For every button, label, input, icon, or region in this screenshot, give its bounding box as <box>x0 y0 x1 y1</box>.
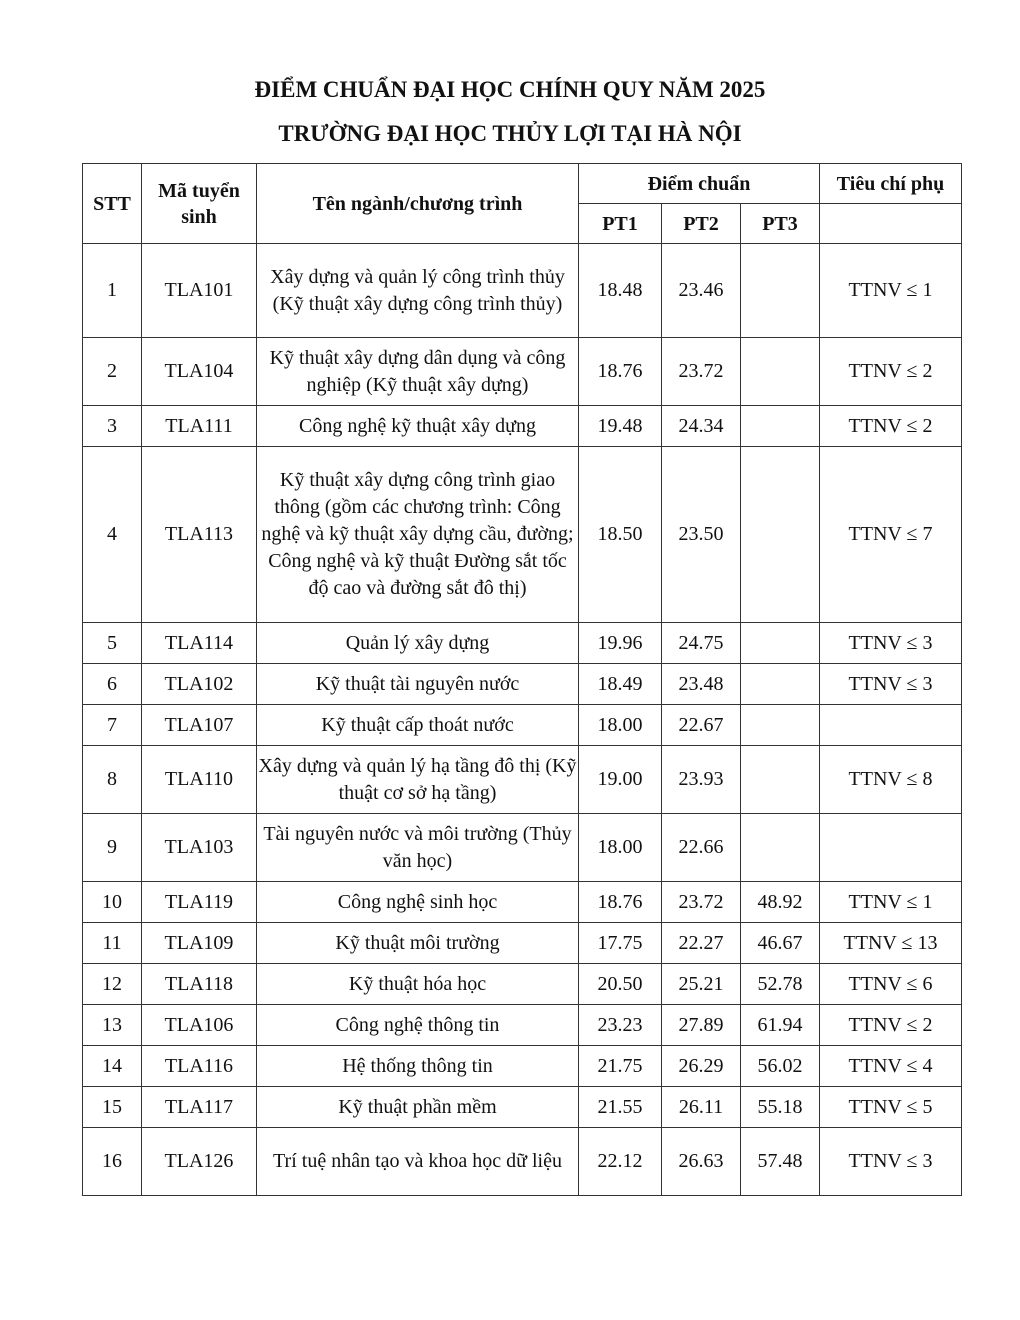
cell-code: TLA107 <box>142 705 257 746</box>
cell-program-name: Tài nguyên nước và môi trường (Thủy văn học) <box>257 814 579 882</box>
cell-code: TLA119 <box>142 882 257 923</box>
cell-code: TLA104 <box>142 338 257 406</box>
cell-criteria: TTNV ≤ 2 <box>820 406 962 447</box>
table-row <box>83 664 962 705</box>
table-row <box>83 923 962 964</box>
admission-score-table <box>82 163 962 1196</box>
cell-pt2: 23.48 <box>662 664 741 705</box>
cell-pt2: 25.21 <box>662 964 741 1005</box>
cell-criteria: TTNV ≤ 2 <box>820 338 962 406</box>
header-program-name: Tên ngành/chương trình <box>257 164 579 244</box>
cell-code: TLA117 <box>142 1087 257 1128</box>
cell-pt1: 18.48 <box>579 244 662 338</box>
cell-stt: 12 <box>83 964 142 1005</box>
cell-program-name: Xây dựng và quản lý công trình thủy (Kỹ thuật xây dựng công trình thủy) <box>257 244 579 338</box>
cell-pt2: 23.46 <box>662 244 741 338</box>
cell-pt2: 22.67 <box>662 705 741 746</box>
header-code: Mã tuyển sinh <box>142 164 257 244</box>
cell-pt2: 23.50 <box>662 447 741 623</box>
cell-pt1: 18.76 <box>579 882 662 923</box>
cell-program-name: Kỹ thuật tài nguyên nước <box>257 664 579 705</box>
cell-criteria: TTNV ≤ 8 <box>820 746 962 814</box>
cell-code: TLA118 <box>142 964 257 1005</box>
table-row <box>83 623 962 664</box>
cell-pt3 <box>741 338 820 406</box>
cell-stt: 7 <box>83 705 142 746</box>
cell-pt1: 19.48 <box>579 406 662 447</box>
cell-code: TLA114 <box>142 623 257 664</box>
header-criteria-blank <box>820 204 962 244</box>
cell-stt: 1 <box>83 244 142 338</box>
cell-pt1: 23.23 <box>579 1005 662 1046</box>
table-row <box>83 882 962 923</box>
cell-stt: 14 <box>83 1046 142 1087</box>
cell-code: TLA111 <box>142 406 257 447</box>
cell-pt2: 26.29 <box>662 1046 741 1087</box>
cell-pt3 <box>741 814 820 882</box>
cell-pt2: 24.75 <box>662 623 741 664</box>
cell-pt3: 57.48 <box>741 1128 820 1196</box>
cell-criteria: TTNV ≤ 13 <box>820 923 962 964</box>
cell-program-name: Quản lý xây dựng <box>257 623 579 664</box>
cell-program-name: Kỹ thuật xây dựng dân dụng và công nghiệp (Kỹ thuật xây dựng) <box>257 338 579 406</box>
cell-pt2: 22.66 <box>662 814 741 882</box>
cell-stt: 8 <box>83 746 142 814</box>
cell-stt: 13 <box>83 1005 142 1046</box>
cell-criteria: TTNV ≤ 3 <box>820 623 962 664</box>
cell-pt1: 18.49 <box>579 664 662 705</box>
cell-criteria: TTNV ≤ 1 <box>820 244 962 338</box>
cell-code: TLA106 <box>142 1005 257 1046</box>
cell-code: TLA116 <box>142 1046 257 1087</box>
table-row <box>83 406 962 447</box>
cell-program-name: Công nghệ thông tin <box>257 1005 579 1046</box>
cell-pt1: 21.55 <box>579 1087 662 1128</box>
cell-pt1: 18.76 <box>579 338 662 406</box>
cell-pt2: 22.27 <box>662 923 741 964</box>
cell-pt1: 20.50 <box>579 964 662 1005</box>
cell-pt1: 18.00 <box>579 705 662 746</box>
cell-pt3: 55.18 <box>741 1087 820 1128</box>
cell-code: TLA109 <box>142 923 257 964</box>
cell-program-name: Kỹ thuật xây dựng công trình giao thông (gồm các chương trình: Công nghệ và kỹ thuật xây dựng cầu, đường; Công nghệ và kỹ thuật Đường sắt tốc độ cao và đường sắt đô thị) <box>257 447 579 623</box>
cell-code: TLA110 <box>142 746 257 814</box>
cell-pt3: 48.92 <box>741 882 820 923</box>
cell-pt1: 17.75 <box>579 923 662 964</box>
cell-pt3: 61.94 <box>741 1005 820 1046</box>
cell-pt2: 23.93 <box>662 746 741 814</box>
cell-criteria <box>820 814 962 882</box>
cell-stt: 2 <box>83 338 142 406</box>
table-row <box>83 1005 962 1046</box>
cell-stt: 11 <box>83 923 142 964</box>
cell-pt3 <box>741 406 820 447</box>
cell-stt: 10 <box>83 882 142 923</box>
cell-pt2: 27.89 <box>662 1005 741 1046</box>
cell-pt1: 18.00 <box>579 814 662 882</box>
table-row <box>83 1087 962 1128</box>
header-pt1: PT1 <box>579 204 662 244</box>
cell-criteria: TTNV ≤ 3 <box>820 1128 962 1196</box>
table-row <box>83 746 962 814</box>
cell-pt2: 26.11 <box>662 1087 741 1128</box>
cell-pt2: 24.34 <box>662 406 741 447</box>
cell-pt2: 23.72 <box>662 338 741 406</box>
cell-pt3 <box>741 746 820 814</box>
table-row <box>83 1046 962 1087</box>
cell-criteria: TTNV ≤ 2 <box>820 1005 962 1046</box>
cell-stt: 9 <box>83 814 142 882</box>
cell-criteria: TTNV ≤ 5 <box>820 1087 962 1128</box>
cell-criteria: TTNV ≤ 4 <box>820 1046 962 1087</box>
cell-pt3 <box>741 447 820 623</box>
header-stt: STT <box>83 164 142 244</box>
cell-pt3 <box>741 705 820 746</box>
cell-criteria: TTNV ≤ 3 <box>820 664 962 705</box>
table-body <box>83 244 962 1196</box>
header-score-group: Điểm chuẩn <box>579 164 820 204</box>
cell-stt: 6 <box>83 664 142 705</box>
table-row <box>83 705 962 746</box>
cell-code: TLA102 <box>142 664 257 705</box>
table-row <box>83 964 962 1005</box>
cell-program-name: Kỹ thuật môi trường <box>257 923 579 964</box>
cell-criteria: TTNV ≤ 1 <box>820 882 962 923</box>
cell-pt1: 19.00 <box>579 746 662 814</box>
table-row <box>83 1128 962 1196</box>
cell-pt1: 19.96 <box>579 623 662 664</box>
cell-program-name: Công nghệ kỹ thuật xây dựng <box>257 406 579 447</box>
cell-stt: 4 <box>83 447 142 623</box>
header-pt2: PT2 <box>662 204 741 244</box>
cell-code: TLA113 <box>142 447 257 623</box>
cell-pt3: 56.02 <box>741 1046 820 1087</box>
header-pt3: PT3 <box>741 204 820 244</box>
cell-program-name: Xây dựng và quản lý hạ tầng đô thị (Kỹ thuật cơ sở hạ tầng) <box>257 746 579 814</box>
cell-code: TLA126 <box>142 1128 257 1196</box>
cell-program-name: Kỹ thuật hóa học <box>257 964 579 1005</box>
table-row <box>83 814 962 882</box>
cell-criteria: TTNV ≤ 7 <box>820 447 962 623</box>
cell-pt1: 22.12 <box>579 1128 662 1196</box>
cell-stt: 16 <box>83 1128 142 1196</box>
cell-pt3 <box>741 244 820 338</box>
cell-program-name: Hệ thống thông tin <box>257 1046 579 1087</box>
table-row <box>83 338 962 406</box>
cell-pt3: 46.67 <box>741 923 820 964</box>
cell-pt3 <box>741 623 820 664</box>
cell-pt1: 21.75 <box>579 1046 662 1087</box>
cell-criteria: TTNV ≤ 6 <box>820 964 962 1005</box>
cell-stt: 15 <box>83 1087 142 1128</box>
cell-program-name: Kỹ thuật cấp thoát nước <box>257 705 579 746</box>
cell-program-name: Công nghệ sinh học <box>257 882 579 923</box>
cell-criteria <box>820 705 962 746</box>
cell-stt: 5 <box>83 623 142 664</box>
cell-code: TLA101 <box>142 244 257 338</box>
cell-stt: 3 <box>83 406 142 447</box>
table-row <box>83 244 962 338</box>
cell-pt1: 18.50 <box>579 447 662 623</box>
cell-program-name: Kỹ thuật phần mềm <box>257 1087 579 1128</box>
cell-program-name: Trí tuệ nhân tạo và khoa học dữ liệu <box>257 1128 579 1196</box>
cell-pt2: 23.72 <box>662 882 741 923</box>
header-criteria: Tiêu chí phụ <box>820 164 962 204</box>
table-row <box>83 447 962 623</box>
cell-pt3 <box>741 664 820 705</box>
cell-pt3: 52.78 <box>741 964 820 1005</box>
university-title: TRƯỜNG ĐẠI HỌC THỦY LỢI TẠI HÀ NỘI <box>278 121 742 146</box>
document-title: ĐIỂM CHUẨN ĐẠI HỌC CHÍNH QUY NĂM 2025 <box>254 77 766 102</box>
cell-pt2: 26.63 <box>662 1128 741 1196</box>
cell-code: TLA103 <box>142 814 257 882</box>
